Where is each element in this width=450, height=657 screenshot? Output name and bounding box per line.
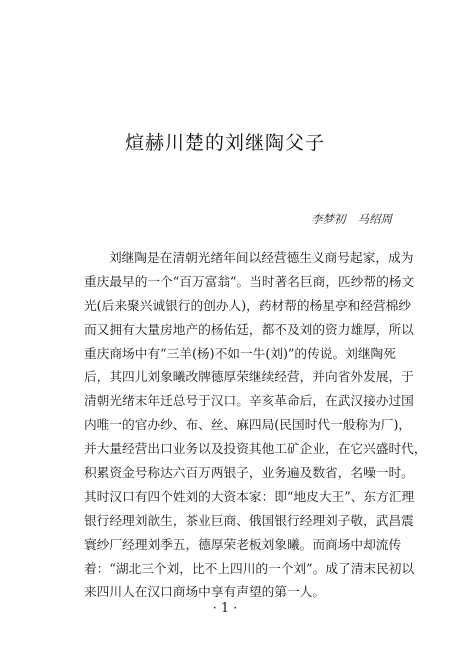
- body-line: 清朝光绪末年迁总号于汉口。辛亥革命后，在武汉接办过国: [84, 393, 414, 409]
- article-body: [84, 246, 427, 604]
- body-line: 光(后来聚兴诚银行的创办人)，药材帮的杨星亭和经营棉纱: [84, 297, 412, 313]
- body-line: 重庆商场中有“三羊(杨)不如一牛(刘)”的传说。刘继陶死: [84, 345, 396, 361]
- body-line: 重庆最早的一个“百万富翁”。当时著名巨商，匹纱帮的杨文: [84, 273, 415, 289]
- body-line: 内唯一的官办纱、布、丝、麻四局(民国时代一般称为厂)，: [84, 417, 412, 433]
- page-number: · 1 ·: [212, 601, 238, 616]
- body-line: 来四川人在汉口商场中享有声望的第一人。: [84, 584, 326, 600]
- body-line: 积累资金号称达六百万两银子，业务遍及数省，名噪一时。: [84, 465, 414, 481]
- body-line: 并大量经营出口业务以及投资其他工矿企业，在它兴盛时代，: [84, 441, 427, 457]
- author-byline: [311, 211, 392, 227]
- body-line: 银行经理刘歆生，茶业巨商、俄国银行经理刘子敬，武昌震: [84, 512, 414, 528]
- body-line: 着：“湖北三个刘，比不上四川的一个刘”。成了清末民初以: [84, 560, 415, 576]
- body-line: 其时汉口有四个姓刘的大资本家：即“地皮大王”、东方汇理: [84, 488, 415, 504]
- body-line: 后，其四儿刘象曦改牌德厚荣继续经营，并向省外发展，于: [84, 369, 414, 385]
- body-line: 刘继陶是在清朝光绪年间以经营德生义商号起家，成为: [109, 250, 414, 265]
- body-line: 而又拥有大量房地产的杨佑廷，都不及刘的资力雄厚，所以: [84, 321, 414, 337]
- author-name: 李梦初: [311, 212, 346, 226]
- article-title: 煊赫川楚的刘继陶父子: [124, 132, 325, 154]
- body-line: 寰纱厂经理刘季五，德厚荣老板刘象曦。而商场中却流传: [84, 536, 402, 552]
- author-name: 马绍周: [357, 212, 392, 226]
